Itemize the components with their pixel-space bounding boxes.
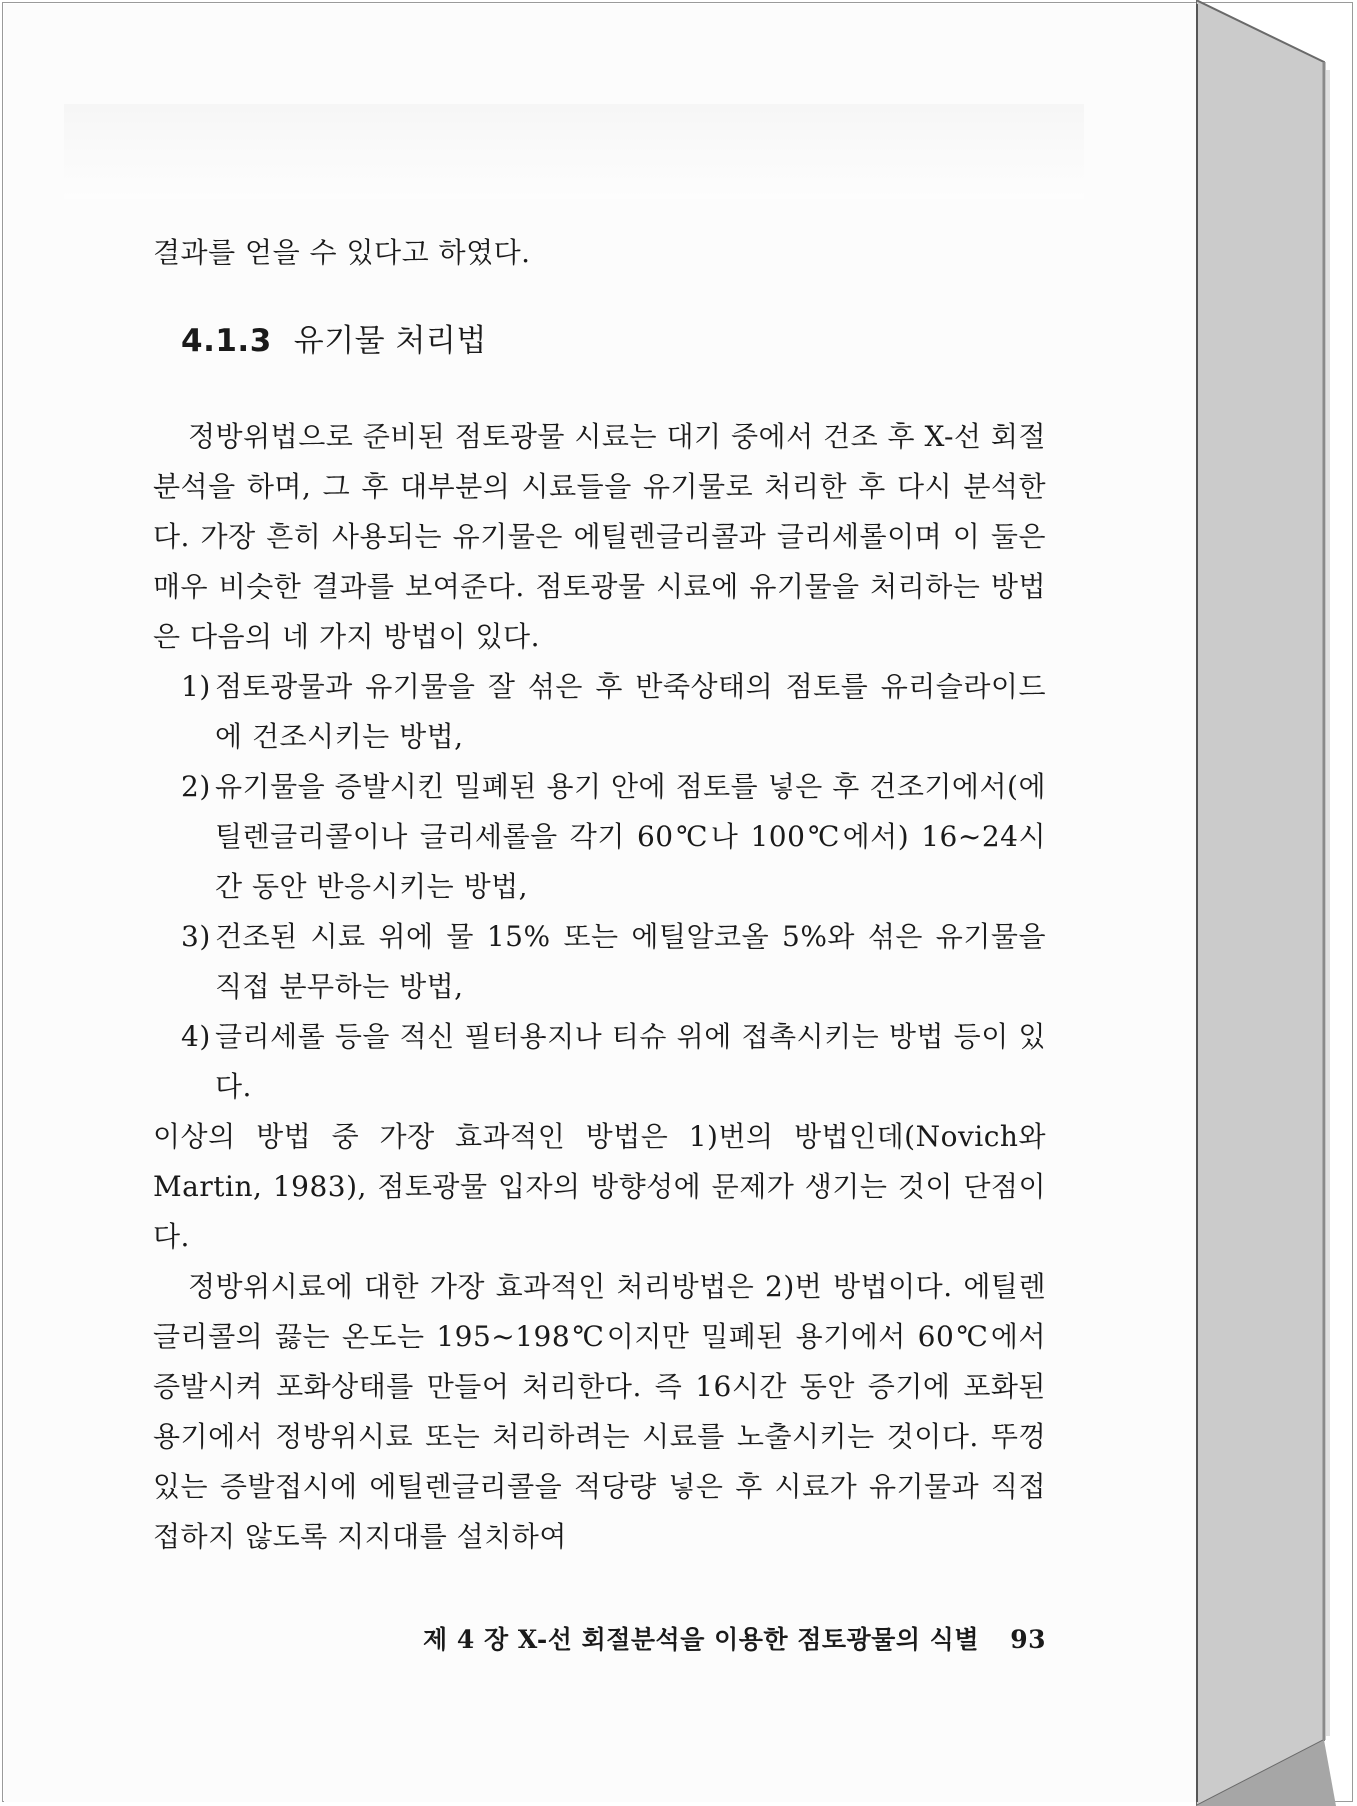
list-item xyxy=(153,762,1046,912)
list-marker: 3) xyxy=(181,920,211,953)
section-number: 4.1.3 xyxy=(181,323,272,359)
running-footer xyxy=(390,1620,1046,1656)
page-content xyxy=(153,228,1046,1562)
method-list xyxy=(153,662,1046,1112)
list-item xyxy=(153,1012,1046,1112)
list-item-text: 글리세롤 등을 적신 필터용지나 티슈 위에 접촉시키는 방법 등이 있다. xyxy=(215,1020,1046,1103)
list-item-text: 건조된 시료 위에 물 15% 또는 에틸알코올 5%와 섞은 유기물을 직접 분무하는 방법, xyxy=(215,920,1046,1003)
list-item xyxy=(153,662,1046,762)
section-heading xyxy=(181,316,1046,366)
continued-line: 결과를 얻을 수 있다고 하였다. xyxy=(153,236,531,269)
section-title: 유기물 처리법 xyxy=(293,323,487,359)
list-marker: 1) xyxy=(181,670,211,703)
paragraph-procedure: 정방위시료에 대한 가장 효과적인 처리방법은 2)번 방법이다. 에틸렌글리콜의 끓는 온도는 195~198℃이지만 밀폐된 용기에서 60℃에서 증발시켜 포화상태를 만들어 처리한다. 즉 16시간 동안 증기에 포화된 용기에서 정방위시료 또는 처리하려는 시료를 노출시키는 것이다. 뚜껑 있는 증발접시에 에틸렌글리콜을 적당량 넣은 후 시료가 유기물과 직접 접하지 않도록 지지대를 설치하여 xyxy=(153,1270,1046,1553)
book-spine-face xyxy=(1196,0,1324,1806)
paragraph-intro: 정방위법으로 준비된 점토광물 시료는 대기 중에서 건조 후 X-선 회절분석을 하며, 그 후 대부분의 시료들을 유기물로 처리한 후 다시 분석한다. 가장 흔히 사용되는 유기물은 에틸렌글리콜과 글리세롤이며 이 둘은 매우 비슷한 결과를 보여준다. 점토광물 시료에 유기물을 처리하는 방법은 다음의 네 가지 방법이 있다. xyxy=(153,420,1046,653)
page-number: 93 xyxy=(1010,1625,1046,1654)
footer-title: X-선 회절분석을 이용한 점토광물의 식별 xyxy=(517,1625,979,1654)
page-scan-shade xyxy=(64,104,1084,199)
list-marker: 2) xyxy=(181,770,211,803)
list-marker: 4) xyxy=(181,1020,211,1053)
list-item xyxy=(153,912,1046,1012)
list-item-text: 유기물을 증발시킨 밀폐된 용기 안에 점토를 넣은 후 건조기에서(에틸렌글리콜이나 글리세롤을 각기 60℃나 100℃에서) 16~24시간 동안 반응시키는 방법, xyxy=(215,770,1046,903)
book-spine xyxy=(1196,0,1357,1806)
footer-chapter: 제 4 장 xyxy=(423,1625,509,1654)
list-item-text: 점토광물과 유기물을 잘 섞은 후 반죽상태의 점토를 유리슬라이드에 건조시키는 방법, xyxy=(215,670,1046,753)
paragraph-evaluation: 이상의 방법 중 가장 효과적인 방법은 1)번의 방법인데(Novich와 Martin, 1983), 점토광물 입자의 방향성에 문제가 생기는 것이 단점이다. xyxy=(153,1120,1046,1253)
